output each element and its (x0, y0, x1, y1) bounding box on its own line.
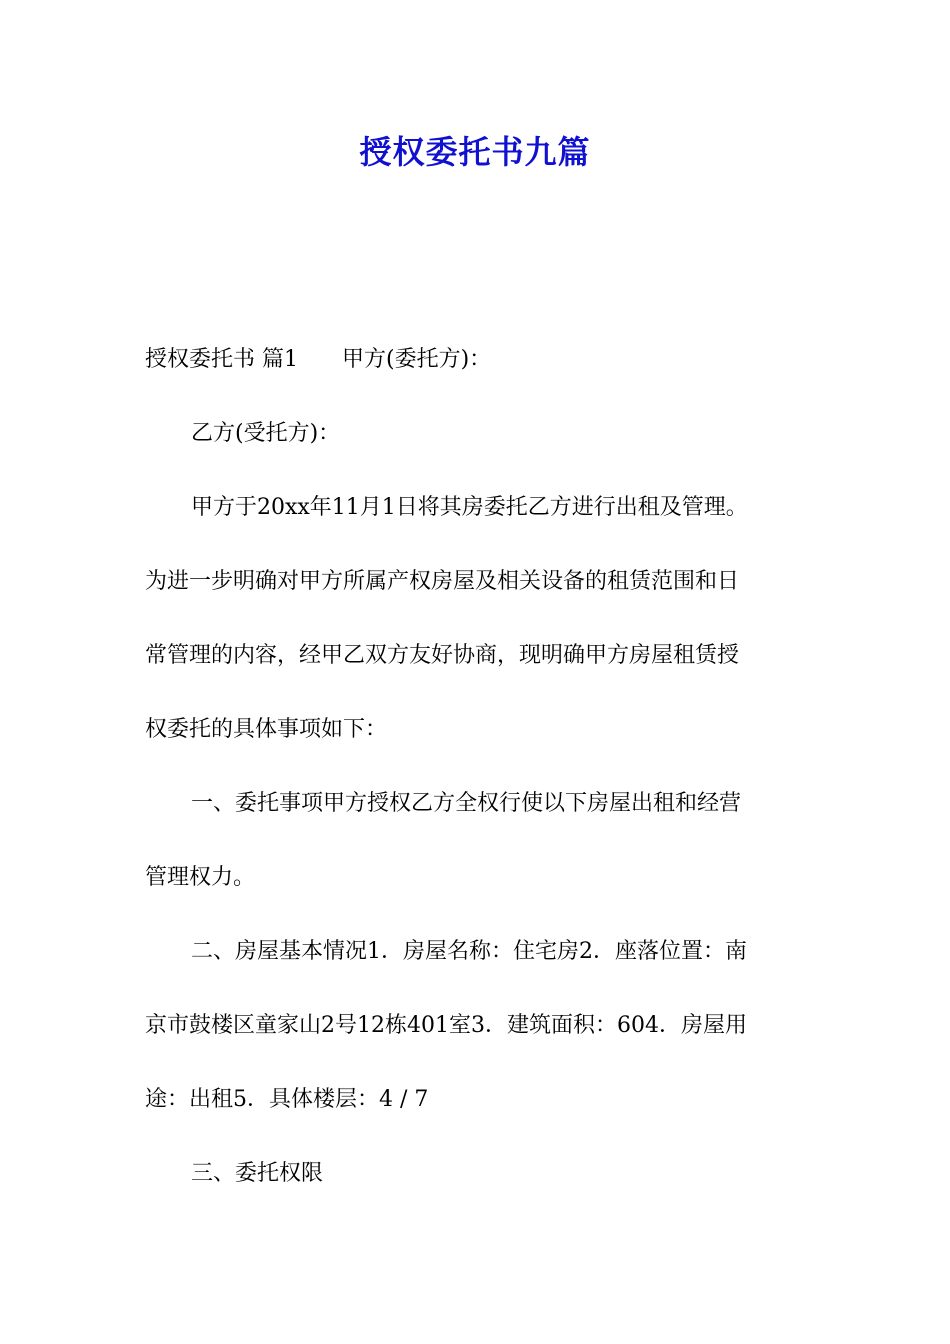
paragraph-line: 京市鼓楼区童家山2号12栋401室3．建筑面积：604．房屋用 (145, 1013, 747, 1038)
paragraph-line: 二、房屋基本情况1．房屋名称：住宅房2．座落位置：南 (191, 939, 747, 964)
paragraph-line: 乙方(受托方)： (191, 421, 341, 446)
paragraph-line: 途：出租5．具体楼层：4 / 7 (145, 1087, 429, 1112)
paragraph-line (145, 336, 810, 384)
paragraph-line: 权委托的具体事项如下： (145, 717, 388, 742)
document-title: 授权委托书九篇 (359, 133, 591, 171)
paragraph-line: 为进一步明确对甲方所属产权房屋及相关设备的租赁范围和日 (145, 569, 740, 594)
paragraph-line: 管理权力。 (145, 865, 256, 890)
paragraph-line: 甲方于20xx年11月1日将其房委托乙方进行出租及管理。 (191, 495, 748, 520)
section-heading: 授权委托书 篇1 (145, 347, 298, 372)
paragraph-line: 三、委托权限 (191, 1161, 324, 1186)
paragraph-line: 一、委托事项甲方授权乙方全权行使以下房屋出租和经营 (191, 791, 742, 816)
paragraph-line: 常管理的内容，经甲乙双方友好协商，现明确甲方房屋租赁授 (145, 643, 740, 668)
document-body (145, 336, 810, 1224)
party-a-label: 甲方(委托方)： (342, 347, 492, 372)
